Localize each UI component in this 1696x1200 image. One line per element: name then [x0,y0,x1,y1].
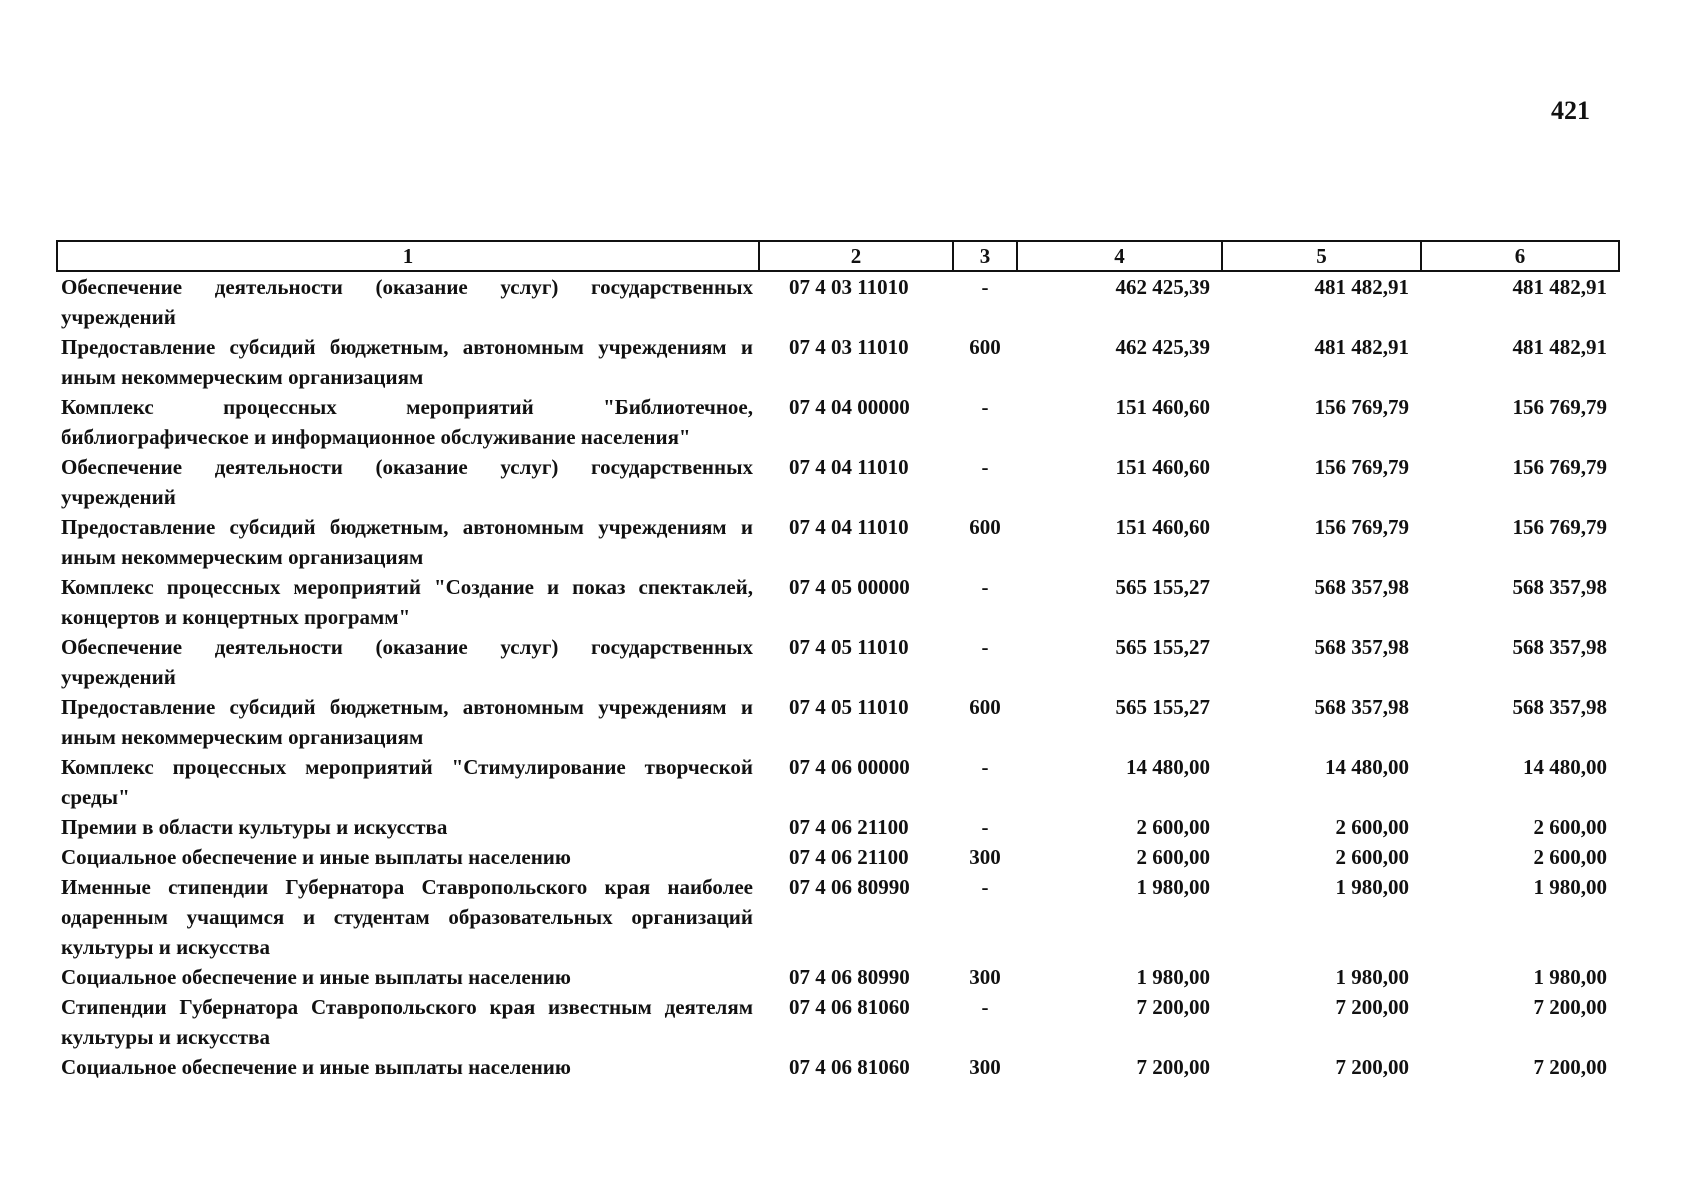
row-value-col5: 481 482,91 [1314,335,1409,359]
row-name: Предоставление субсидий бюджетным, автономным учреждениям и иным некоммерческим организациям [61,695,753,749]
row-value-col4: 2 600,00 [1136,815,1210,839]
row-expense-type: 600 [969,695,1001,719]
row-code: 07 4 06 00000 [789,755,910,779]
row-value-col4: 7 200,00 [1136,995,1210,1019]
row-name: Социальное обеспечение и иные выплаты населению [61,1055,571,1079]
row-name: Предоставление субсидий бюджетным, автономным учреждениям и иным некоммерческим организациям [61,335,753,389]
row-value-col4: 151 460,60 [1115,395,1210,419]
row-code: 07 4 05 11010 [789,695,909,719]
row-expense-type: - [981,455,989,479]
table-row [57,812,1619,842]
row-value-col6: 7 200,00 [1533,995,1607,1019]
row-expense-type: 600 [969,335,1001,359]
row-value-col4: 1 980,00 [1136,965,1210,989]
row-value-col5: 14 480,00 [1325,755,1409,779]
row-expense-type: - [981,875,989,899]
row-value-col5: 2 600,00 [1335,845,1409,869]
column-header: 1 [57,241,759,271]
row-name: Стипендии Губернатора Ставропольского края известным деятелям культуры и искусства [61,995,753,1049]
row-name: Предоставление субсидий бюджетным, автономным учреждениям и иным некоммерческим организациям [61,515,753,569]
row-name: Комплекс процессных мероприятий "Стимулирование творческой среды" [61,755,753,809]
header-row [57,241,1619,271]
row-expense-type: - [981,575,989,599]
row-value-col6: 156 769,79 [1512,455,1607,479]
row-expense-type: 300 [969,845,1001,869]
column-header: 3 [953,241,1017,271]
column-header: 6 [1421,241,1619,271]
row-value-col5: 568 357,98 [1314,695,1409,719]
table-row [57,1052,1619,1082]
row-code: 07 4 06 81060 [789,995,910,1019]
row-value-col6: 481 482,91 [1512,335,1607,359]
budget-table [56,240,1620,1082]
table-row [57,452,1619,512]
table-row [57,632,1619,692]
row-name: Именные стипендии Губернатора Ставропольского края наиболее одаренным учащимся и студентам образовательных организаций культуры и искусства [61,875,753,959]
row-value-col5: 7 200,00 [1335,1055,1409,1079]
table-row [57,271,1619,332]
row-value-col5: 1 980,00 [1335,875,1409,899]
column-header: 4 [1017,241,1222,271]
row-value-col4: 565 155,27 [1115,635,1210,659]
row-value-col5: 156 769,79 [1314,515,1409,539]
row-name: Комплекс процессных мероприятий "Создание и показ спектаклей, концертов и концертных программ" [61,575,753,629]
row-value-col6: 1 980,00 [1533,875,1607,899]
row-value-col6: 14 480,00 [1523,755,1607,779]
row-code: 07 4 04 11010 [789,455,909,479]
row-name: Социальное обеспечение и иные выплаты населению [61,845,571,869]
row-code: 07 4 06 81060 [789,1055,910,1079]
row-value-col5: 2 600,00 [1335,815,1409,839]
row-expense-type: - [981,995,989,1019]
row-expense-type: - [981,395,989,419]
row-name: Обеспечение деятельности (оказание услуг) государственных учреждений [61,635,753,689]
row-value-col4: 565 155,27 [1115,695,1210,719]
row-code: 07 4 05 11010 [789,635,909,659]
row-code: 07 4 05 00000 [789,575,910,599]
row-value-col4: 462 425,39 [1115,335,1210,359]
row-code: 07 4 03 11010 [789,335,909,359]
row-expense-type: - [981,815,989,839]
row-value-col5: 1 980,00 [1335,965,1409,989]
row-code: 07 4 06 21100 [789,845,909,869]
row-value-col6: 156 769,79 [1512,515,1607,539]
row-value-col4: 151 460,60 [1115,515,1210,539]
row-code: 07 4 04 00000 [789,395,910,419]
row-value-col5: 156 769,79 [1314,395,1409,419]
row-value-col6: 1 980,00 [1533,965,1607,989]
row-value-col4: 462 425,39 [1115,275,1210,299]
row-value-col4: 565 155,27 [1115,575,1210,599]
table-row [57,842,1619,872]
row-value-col6: 7 200,00 [1533,1055,1607,1079]
row-value-col6: 156 769,79 [1512,395,1607,419]
row-value-col6: 2 600,00 [1533,845,1607,869]
column-header: 2 [759,241,953,271]
row-expense-type: 600 [969,515,1001,539]
row-code: 07 4 03 11010 [789,275,909,299]
table-row [57,752,1619,812]
table-row [57,692,1619,752]
row-value-col4: 1 980,00 [1136,875,1210,899]
table-row [57,992,1619,1052]
table-row [57,392,1619,452]
row-value-col6: 568 357,98 [1512,635,1607,659]
row-value-col5: 481 482,91 [1314,275,1409,299]
row-value-col6: 2 600,00 [1533,815,1607,839]
row-code: 07 4 04 11010 [789,515,909,539]
row-value-col5: 568 357,98 [1314,575,1409,599]
table-row [57,572,1619,632]
row-value-col4: 7 200,00 [1136,1055,1210,1079]
row-name: Обеспечение деятельности (оказание услуг) государственных учреждений [61,275,753,329]
row-name: Социальное обеспечение и иные выплаты населению [61,965,571,989]
table-body [57,271,1619,1082]
row-code: 07 4 06 21100 [789,815,909,839]
table-row [57,962,1619,992]
row-expense-type: - [981,635,989,659]
row-value-col6: 481 482,91 [1512,275,1607,299]
row-value-col6: 568 357,98 [1512,695,1607,719]
row-name: Премии в области культуры и искусства [61,815,448,839]
table-row [57,512,1619,572]
row-value-col4: 2 600,00 [1136,845,1210,869]
row-name: Обеспечение деятельности (оказание услуг) государственных учреждений [61,455,753,509]
row-expense-type: 300 [969,965,1001,989]
row-value-col4: 151 460,60 [1115,455,1210,479]
row-value-col5: 568 357,98 [1314,635,1409,659]
table-row [57,332,1619,392]
row-expense-type: - [981,755,989,779]
row-name: Комплекс процессных мероприятий "Библиотечное, библиографическое и информационное обслуживание населения" [61,395,753,449]
row-code: 07 4 06 80990 [789,875,910,899]
column-header: 5 [1222,241,1421,271]
row-value-col6: 568 357,98 [1512,575,1607,599]
page-number: 421 [1551,96,1590,125]
row-expense-type: - [981,275,989,299]
row-value-col5: 7 200,00 [1335,995,1409,1019]
table-row [57,872,1619,962]
row-expense-type: 300 [969,1055,1001,1079]
row-value-col4: 14 480,00 [1126,755,1210,779]
row-code: 07 4 06 80990 [789,965,910,989]
row-value-col5: 156 769,79 [1314,455,1409,479]
